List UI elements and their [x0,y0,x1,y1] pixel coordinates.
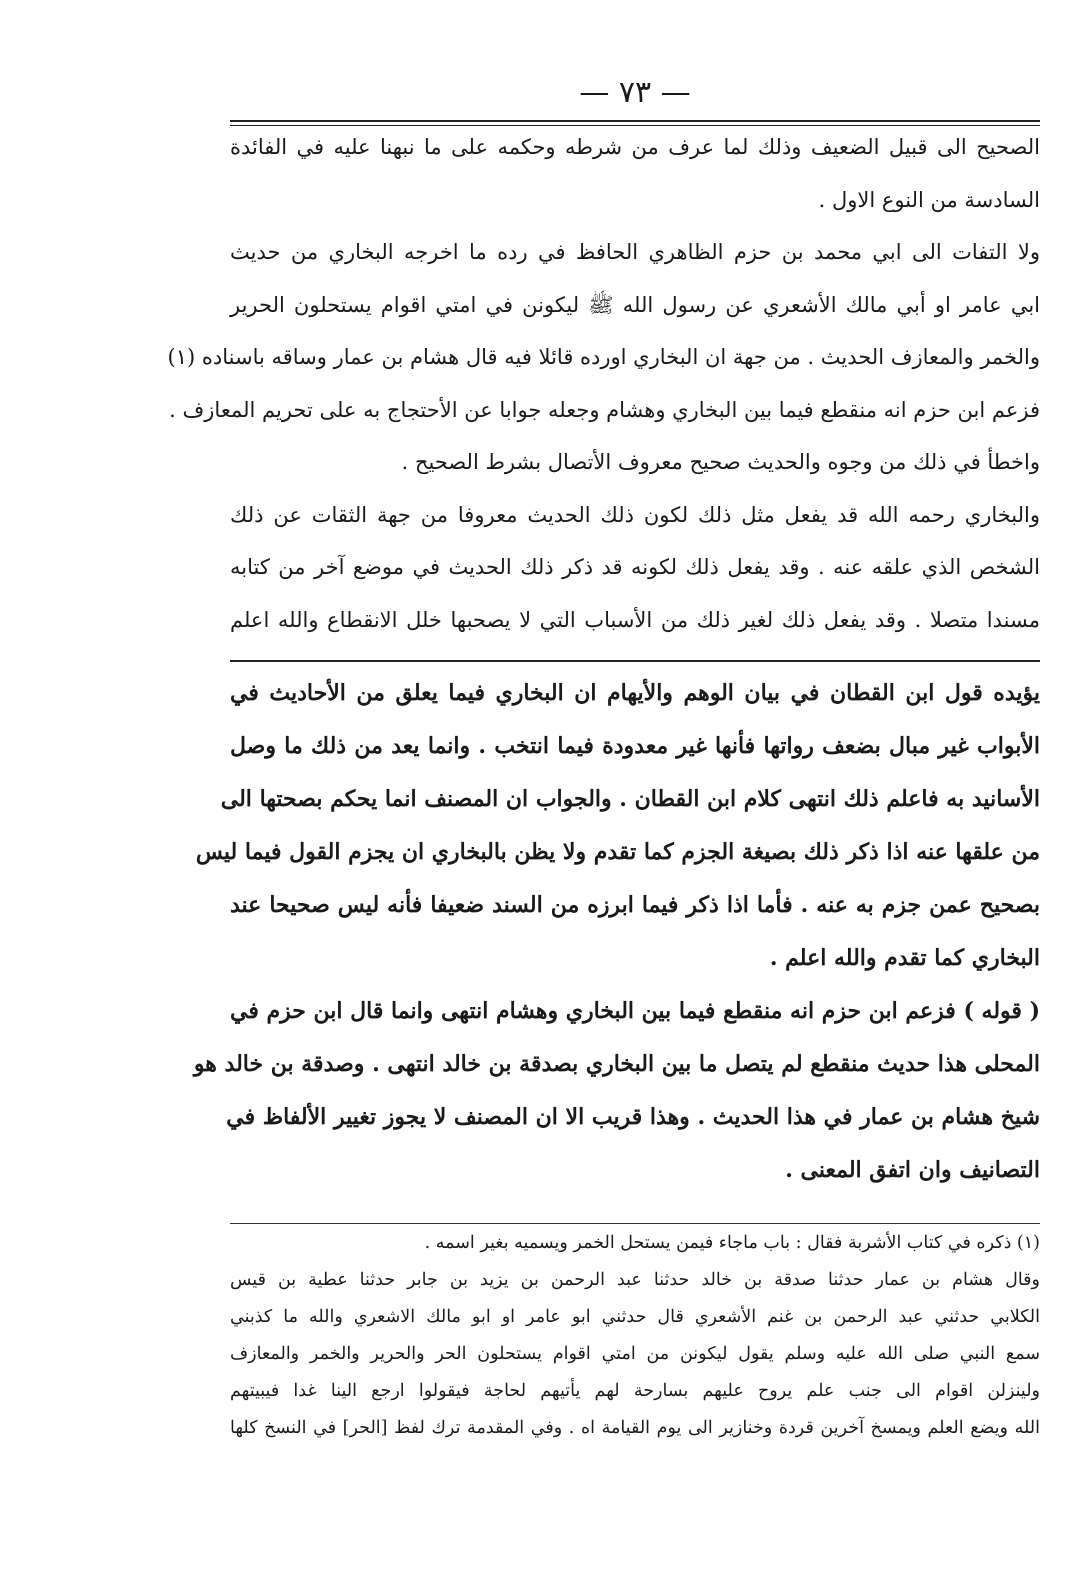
main-text-line: الشخص الذي علقه عنه . وقد يفعل ذلك لكونه قد ذكر ذلك الحديث في موضع آخر من كتابه [230,555,1040,579]
footnote-line: (١) ذكره في كتاب الأشربة فقال : باب ماجاء فيمن يستحل الخمر ويسميه بغير اسمه . [424,1233,1040,1253]
main-text-line: فزعم ابن حزم انه منقطع فيما بين البخاري وهشام وجعله جوابا عن الأحتجاج به على تحريم المعازف . [169,397,1040,422]
main-text-line: والخمر والمعازف الحديث . من جهة ان البخاري اورده قائلا فيه قال هشام بن عمار وساقه باسناده (١) [167,345,1040,369]
header-rule [230,120,1040,126]
main-text-line: الصحيح الى قبيل الضعيف وذلك لما عرف من شرطه وحكمه على ما نبهنا عليه في الفائدة [230,135,1040,159]
commentary-line: المحلى هذا حديث منقطع لم يتصل ما بين البخاري بصدقة بن خالد انتهى . وصدقة بن خالد هو [193,1051,1040,1077]
document-page [167,70,1040,1510]
main-text-line: مسندا متصلا . وقد يفعل ذلك لغير ذلك من الأسباب التي لا يصحبها خلل الانقطاع والله اعلم [230,607,1040,632]
commentary-line: البخاري كما تقدم والله اعلم . [769,945,1040,971]
page-number: — ٧٣ — [579,75,691,110]
footnote-line: وقال هشام بن عمار حدثنا صدقة بن خالد حدثنا عبد الرحمن بن يزيد بن جابر حدثنا عطية بن قيس [230,1270,1040,1290]
commentary-line: يؤيده قول ابن القطان في بيان الوهم والأيهام ان البخاري فيما يعلق من الأحاديث في [230,680,1040,706]
footnote-line: الله ويضع العلم ويمسخ آخرين قردة وخنازير الى يوم القيامة اه . وفي المقدمة ترك لفظ [الحر] في النسخ كلها [230,1418,1040,1438]
commentary-line: الأسانيد به فاعلم ذلك انتهى كلام ابن القطان . والجواب ان المصنف انما يحكم بصحتها الى [220,786,1040,812]
footnote-line: ولينزلن اقوام الى جنب علم يروح عليهم بسارحة لهم يأتيهم لحاجة فيقولوا ارجع الينا غدا فيبيتهم [230,1381,1040,1401]
commentary-line: من علقها عنه اذا ذكر ذلك بصيغة الجزم كما تقدم ولا يظن بالبخاري ان يجزم القول فيما ليس [195,839,1040,865]
section-divider [230,660,1040,662]
commentary-line: بصحيح عمن جزم به عنه . فأما اذا ذكر فيما ابرزه من السند ضعيفا فأنه ليس صحيحا عند [230,892,1040,918]
commentary-line: الأبواب غير مبال بضعف رواتها فأنها غير معدودة فيما انتخب . وانما يعد من ذلك ما وصل [230,733,1040,759]
main-text-line: السادسة من النوع الاول . [818,187,1040,212]
main-text-line: والبخاري رحمه الله قد يفعل مثل ذلك لكون ذلك الحديث معروفا من جهة الثقات عن ذلك [230,502,1040,527]
main-text-line: واخطأ في ذلك من وجوه والحديث صحيح معروف الأتصال بشرط الصحيح . [401,450,1040,474]
footnote-line: سمع النبي صلى الله عليه وسلم يقول ليكونن من امتي اقوام يستحلون الحر والحرير والخمر والمعازف [230,1344,1040,1364]
commentary-line: ( قوله ) فزعم ابن حزم انه منقطع فيما بين البخاري وهشام انتهى وانما قال ابن حزم في [229,998,1040,1024]
footnote-line: الكلابي حدثني عبد الرحمن بن غنم الأشعري قال حدثني ابو عامر او ابو مالك الاشعري والله ما كذبني [230,1307,1040,1327]
main-text-line: ابي عامر او أبي مالك الأشعري عن رسول الله ﷺ ليكونن في امتي اقوام يستحلون الحرير [230,292,1040,317]
footnote-rule [230,1223,1040,1224]
main-text-line: ولا التفات الى ابي محمد بن حزم الظاهري الحافظ في رده ما اخرجه البخاري من حديث [230,240,1040,264]
commentary-line: التصانيف وان اتفق المعنى . [785,1157,1040,1183]
commentary-line: شيخ هشام بن عمار في هذا الحديث . وهذا قريب الا ان المصنف لا يجوز تغيير الألفاظ في [226,1104,1040,1130]
